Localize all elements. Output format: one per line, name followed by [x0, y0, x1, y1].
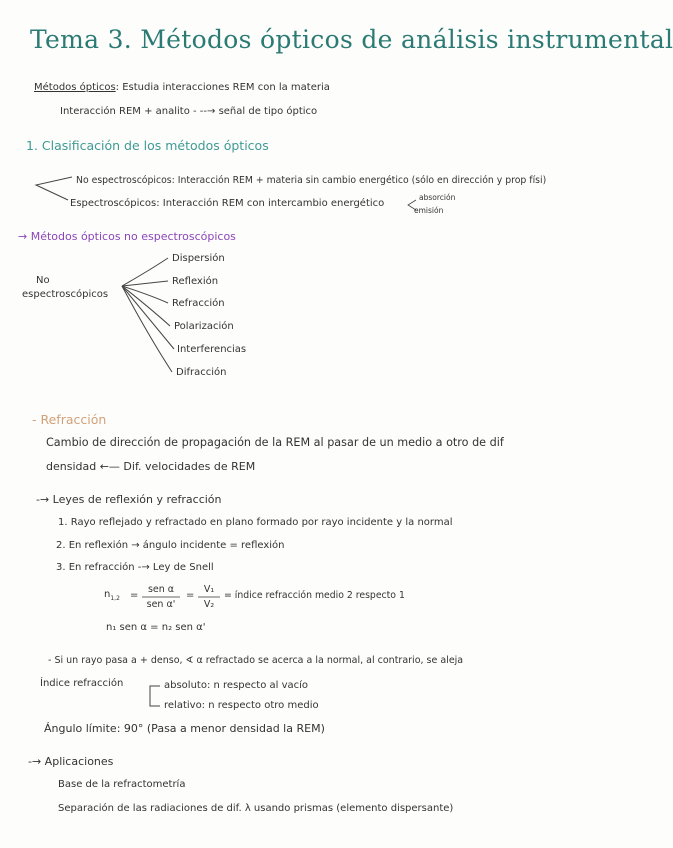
- refraccion-heading: - Refracción: [32, 412, 107, 427]
- indice-absoluto: absoluto: n respecto al vacío: [164, 680, 309, 691]
- section2-heading: → Métodos ópticos no espectroscópicos: [18, 230, 236, 243]
- snell-law-2: n₁ sen α = n₂ sen α': [106, 622, 206, 633]
- snell-n: n: [104, 589, 111, 600]
- section1-heading: 1. Clasificación de los métodos ópticos: [26, 138, 269, 153]
- frac1-den: sen α': [146, 599, 176, 610]
- frac1-num: sen α: [147, 584, 175, 595]
- branch-line-6: [122, 286, 172, 372]
- ley-2: 2. En reflexión → ángulo incidente = reflexión: [56, 540, 285, 551]
- espectroscopicos-line: Espectroscópicos: Interacción REM con intercambio energético: [70, 198, 385, 209]
- intro-label: Métodos ópticos: [34, 82, 116, 93]
- intro-text: : Estudia interacciones REM con la materia: [115, 82, 330, 93]
- refraccion-def1: Cambio de dirección de propagación de la REM al pasar de un medio a otro de dif: [46, 436, 504, 449]
- intro-line: [34, 83, 330, 93]
- rayo-note: - Si un rayo pasa a + denso, ∢ α refractado se acerca a la normal, al contrario, se aleja: [48, 655, 464, 666]
- branch-refraccion: Refracción: [172, 298, 225, 309]
- no-espectroscopicos-line: No espectroscópicos: Interacción REM + materia sin cambio energético (sólo en dirección y prop físi): [76, 175, 547, 186]
- branch-polarizacion: Polarización: [174, 321, 234, 332]
- indice-relativo: relativo: n respecto otro medio: [164, 700, 319, 711]
- snell-lhs: [104, 590, 120, 602]
- intro-line2: Interacción REM + analito - --→ señal de tipo óptico: [60, 106, 318, 117]
- page-title: Tema 3. Métodos ópticos de análisis instrumental: [30, 25, 673, 54]
- snell-sub: 1,2: [110, 595, 120, 602]
- leyes-heading: -→ Leyes de reflexión y refracción: [36, 493, 222, 506]
- snell-eq-2: =: [186, 590, 195, 601]
- tree-root-line1: No: [36, 275, 50, 286]
- frac2-num: V₁: [203, 584, 215, 595]
- branch-line-4: [122, 286, 170, 326]
- indice-bracket: [150, 686, 160, 706]
- snell-note: = índice refracción medio 2 respecto 1: [224, 590, 405, 601]
- tree-root-line2: espectroscópicos: [22, 289, 109, 300]
- absorcion-label: absorción: [419, 193, 456, 202]
- aplicaciones-heading: -→ Aplicaciones: [28, 755, 114, 768]
- aplicacion-1: Base de la refractometría: [58, 779, 186, 790]
- angulo-limite: Ángulo límite: 90° (Pasa a menor densidad la REM): [44, 722, 325, 735]
- frac2-den: V₂: [203, 599, 215, 610]
- indice-label: Índice refracción: [40, 678, 124, 689]
- snell-eq-1: =: [130, 590, 139, 601]
- branch-interferencias: Interferencias: [177, 344, 247, 355]
- classification-bracket: [36, 177, 72, 200]
- branch-difraccion: Difracción: [176, 367, 227, 378]
- branch-dispersion: Dispersión: [172, 253, 225, 264]
- ley-1: 1. Rayo reflejado y refractado en plano formado por rayo incidente y la normal: [58, 517, 453, 528]
- branch-reflexion: Reflexión: [172, 276, 219, 287]
- aplicacion-2: Separación de las radiaciones de dif. λ usando prismas (elemento dispersante): [58, 803, 454, 814]
- emision-label: emisión: [414, 206, 444, 215]
- refraccion-def2: densidad ←— Dif. velocidades de REM: [46, 460, 256, 473]
- ley-3: 3. En refracción -→ Ley de Snell: [56, 562, 214, 573]
- branch-tree: [122, 258, 174, 372]
